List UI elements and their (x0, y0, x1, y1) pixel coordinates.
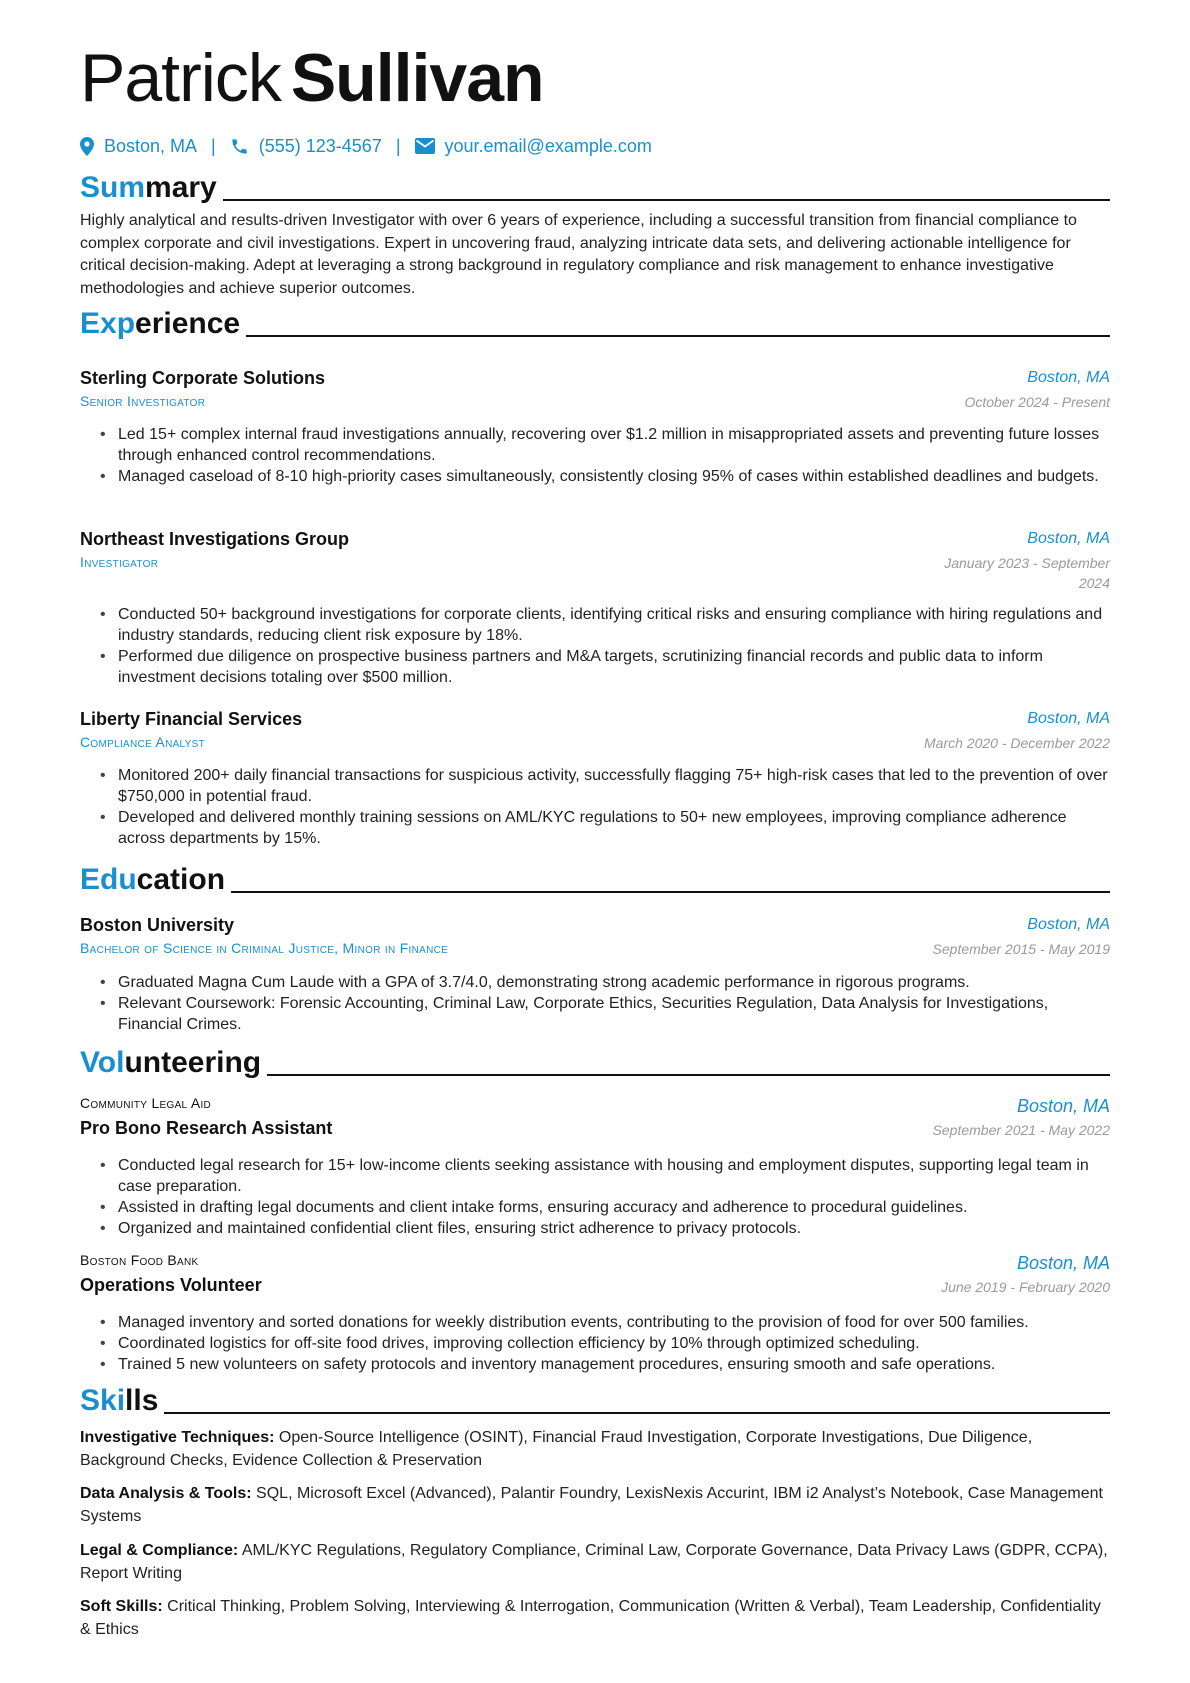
volunteer-org: Community Legal Aid (80, 1095, 212, 1111)
job-location: Boston, MA (1027, 369, 1110, 386)
skill-values: AML/KYC Regulations, Regulatory Compliance, Criminal Law, Corporate Governance, Data Privacy Laws (GDPR, CCPA), Report Writing (80, 1542, 1108, 1582)
volunteer-bullets (98, 1155, 1110, 1239)
bullet-item: • Managed caseload of 8-10 high-priority cases simultaneously, consistently closing 95% of cases within established deadlines and budgets. (118, 466, 1110, 487)
section-title: Volunteering (80, 1046, 262, 1079)
envelope-icon (415, 138, 435, 154)
volunteer-dates: September 2021 - May 2022 (932, 1122, 1110, 1138)
contact-location (80, 136, 197, 157)
job-title: Compliance Analyst (80, 734, 206, 750)
bullet-item: • Coordinated logistics for off-site food drives, improving collection efficiency by 10% through optimized scheduling. (118, 1333, 1110, 1354)
volunteer-bullets (98, 1312, 1110, 1375)
experience-bullets (98, 604, 1110, 688)
skill-label: Legal & Compliance: (80, 1542, 239, 1559)
section-rule (223, 199, 1110, 201)
bullet-item: • Developed and delivered monthly training sessions on AML/KYC regulations to 50+ new employees, improving compliance adherence across departments by 15%. (118, 807, 1110, 849)
job-location: Boston, MA (1027, 530, 1110, 547)
section-title: Summary (80, 171, 217, 204)
phone-icon (230, 137, 249, 156)
job-dates: January 2023 - September 2024 (944, 555, 1110, 591)
bullet-item: • Led 15+ complex internal fraud investigations annually, recovering over $1.2 million in misappropriated assets and preventing future losses through enhanced control recommendations. (118, 424, 1110, 466)
contact-separator: | (395, 135, 401, 156)
school-name: Boston University (80, 915, 235, 935)
job-dates: October 2024 - Present (964, 394, 1110, 410)
skill-label: Investigative Techniques: (80, 1429, 275, 1446)
volunteering-heading (80, 1045, 1110, 1081)
location-text: Boston, MA (104, 135, 198, 156)
section-title: Skills (80, 1384, 159, 1417)
job-location: Boston, MA (1027, 710, 1110, 727)
contact-separator: | (211, 135, 216, 156)
contact-phone[interactable] (230, 136, 382, 157)
summary-text: Highly analytical and results-driven Investigator with over 6 years of experience, including a successful transition from financial compliance to complex corporate and civil investigations. Expert in uncovering fraud, analyzing intricate data sets, and delivering actionable intelligence for critical decision-making. Adept at leveraging a strong background in regulatory compliance and risk management to enhance investigative methodologies and achieve superior outcomes. (80, 212, 1077, 297)
summary-heading (80, 170, 1110, 206)
volunteer-role: Operations Volunteer (80, 1275, 262, 1295)
skill-group (80, 1596, 1110, 1641)
first-name: Patrick (80, 40, 281, 116)
bullet-item: • Managed inventory and sorted donations for weekly distribution events, contributing to the provision of food for over 500 families. (118, 1312, 1110, 1333)
section-title: Education (80, 863, 226, 896)
school-location: Boston, MA (1027, 916, 1110, 933)
bullet-item: • Trained 5 new volunteers on safety protocols and inventory management procedures, ensuring smooth and safe operations. (118, 1354, 1110, 1375)
skill-group (80, 1427, 1110, 1472)
volunteer-location: Boston, MA (1016, 1096, 1110, 1116)
experience-bullets (98, 424, 1110, 487)
volunteer-location: Boston, MA (1016, 1253, 1110, 1273)
skill-values: Open-Source Intelligence (OSINT), Financial Fraud Investigation, Corporate Investigations, Due Diligence, Background Checks, Evidence Collection & Preservation (80, 1429, 1033, 1469)
section-title: Experience (80, 307, 241, 340)
skill-values: SQL, Microsoft Excel (Advanced), Palantir Foundry, LexisNexis Accurint, IBM i2 Analyst’s Notebook, Case Management Systems (80, 1485, 1103, 1525)
education-bullets (98, 972, 1110, 1035)
job-title: Investigator (80, 554, 159, 570)
bullet-item: • Monitored 200+ daily financial transactions for suspicious activity, successfully flagging 75+ high-risk cases that led to the prevention of over $750,000 in potential fraud. (118, 765, 1110, 807)
phone-text: (555) 123-4567 (258, 135, 382, 156)
bullet-item: • Organized and maintained confidential client files, ensuring strict adherence to privacy protocols. (118, 1218, 1110, 1239)
job-title: Senior Investigator (80, 393, 206, 409)
experience-heading (80, 306, 1110, 342)
job-dates: March 2020 - December 2022 (924, 735, 1110, 751)
education-heading (80, 862, 1110, 898)
degree: Bachelor of Science in Criminal Justice, Minor in Finance (80, 940, 449, 956)
skill-label: Data Analysis & Tools: (80, 1485, 252, 1502)
last-name: Sullivan (290, 40, 544, 116)
employer-name: Sterling Corporate Solutions (80, 368, 326, 388)
employer-name: Northeast Investigations Group (80, 529, 350, 549)
section-rule (231, 891, 1110, 893)
experience-bullets (98, 765, 1110, 849)
skill-values: Critical Thinking, Problem Solving, Interviewing & Interrogation, Communication (Written & Verbal), Team Leadership, Confidentiality & Ethics (80, 1598, 1101, 1638)
section-rule (267, 1074, 1110, 1076)
bullet-item: • Graduated Magna Cum Laude with a GPA of 3.7/4.0, demonstrating strong academic performance in rigorous programs. (118, 972, 1110, 993)
school-dates: September 2015 - May 2019 (932, 941, 1110, 957)
email-text: your.email@example.com (444, 135, 652, 156)
volunteer-dates: June 2019 - February 2020 (941, 1279, 1110, 1295)
skill-group (80, 1483, 1110, 1528)
bullet-item: • Performed due diligence on prospective business partners and M&A targets, scrutinizing financial records and public data to inform investment decisions totaling over $500 million. (118, 646, 1110, 688)
bullet-item: • Relevant Coursework: Forensic Accounting, Criminal Law, Corporate Ethics, Securities Regulation, Data Analysis for Investigations, Financial Crimes. (118, 993, 1110, 1035)
contact-email[interactable] (415, 136, 652, 157)
volunteer-role: Pro Bono Research Assistant (80, 1118, 333, 1138)
section-rule (246, 335, 1110, 337)
skills-heading (80, 1383, 1110, 1419)
bullet-item: • Assisted in drafting legal documents and client intake forms, ensuring accuracy and adherence to procedural guidelines. (118, 1197, 1110, 1218)
volunteer-org: Boston Food Bank (80, 1252, 199, 1268)
candidate-name (80, 38, 544, 118)
map-pin-icon (80, 137, 94, 156)
contact-line (80, 133, 652, 159)
employer-name: Liberty Financial Services (80, 709, 303, 729)
bullet-item: • Conducted 50+ background investigations for corporate clients, identifying critical risks and ensuring compliance with hiring regulations and industry standards, reducing client risk exposure by 18%. (118, 604, 1110, 646)
skill-group (80, 1540, 1110, 1585)
bullet-item: • Conducted legal research for 15+ low-income clients seeking assistance with housing and employment disputes, supporting legal team in case preparation. (118, 1155, 1110, 1197)
skill-label: Soft Skills: (80, 1598, 163, 1615)
section-rule (164, 1412, 1110, 1414)
